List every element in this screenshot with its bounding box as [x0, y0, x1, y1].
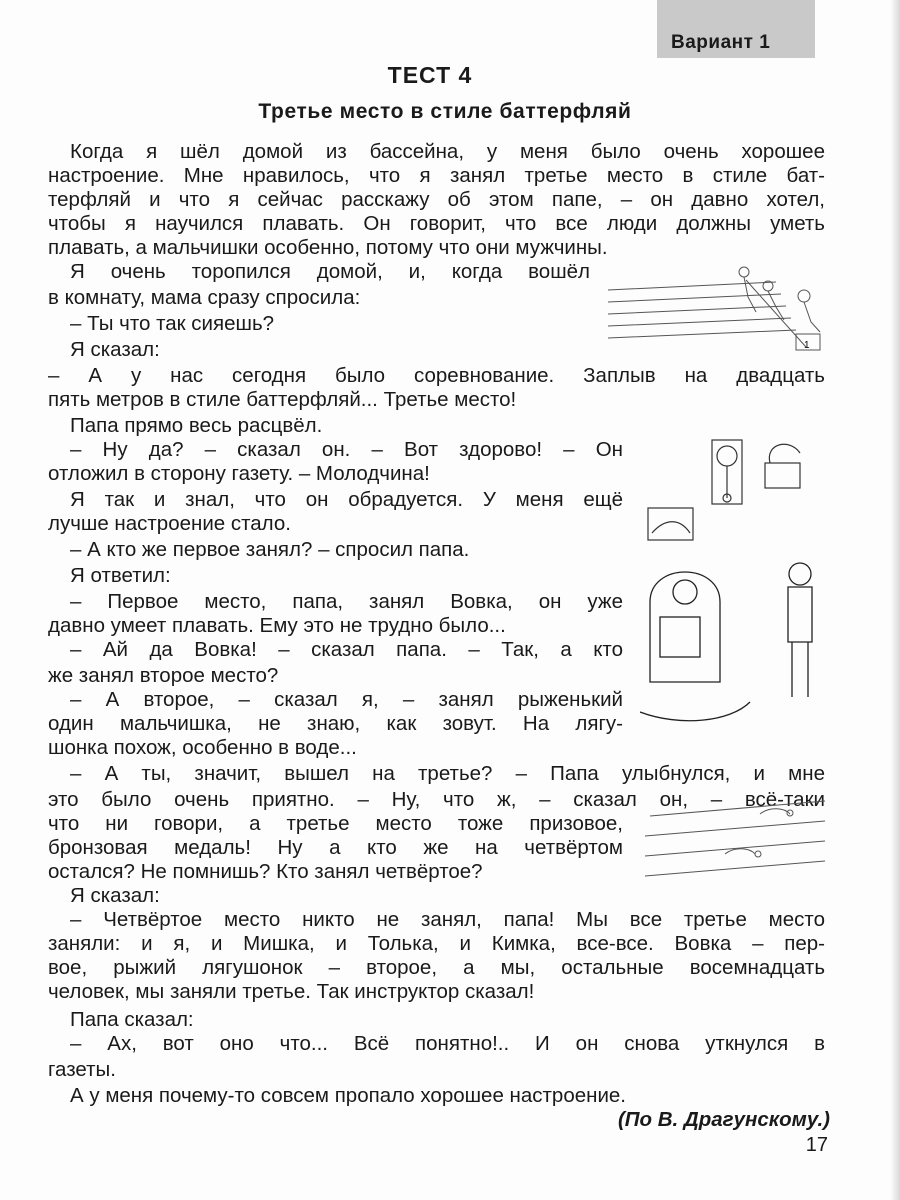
text-line: пять метров в стиле баттерфляй... Третье место! — [48, 388, 517, 411]
text-line: – А у нас сегодня было соревнование. Заплыв на двадцать — [48, 364, 825, 387]
text-line: настроение. Мне нравилось, что я занял третье место в стиле бат- — [48, 164, 825, 187]
story-title: Третье место в стиле баттерфляй — [258, 100, 632, 123]
text-line: вое, рыжий лягушонок – второе, а мы, остальные восемнадцать — [48, 956, 825, 979]
variant-label: Вариант 1 — [671, 32, 771, 53]
text-line: – Ах, вот оно что... Всё понятно!.. И он снова уткнулся в — [70, 1032, 825, 1055]
text-line: человек, мы заняли третье. Так инструктор сказал! — [48, 980, 535, 1003]
father-rocking-chair-illustration — [640, 562, 830, 732]
text-line: отложил в сторону газету. – Молодчина! — [48, 462, 430, 485]
text-line: бронзовая медаль! Ну а кто же на четвёртом — [48, 836, 623, 859]
text-line: – А кто же первое занял? – спросил папа. — [70, 538, 470, 561]
text-line: Я так и знал, что он обрадуется. У меня ещё — [70, 488, 623, 511]
text-line: терфляй и что я сейчас расскажу об этом папе, – он давно хотел, — [48, 188, 825, 211]
swimming-pool-illustration — [640, 796, 830, 882]
text-line: чтобы я научился плавать. Он говорит, что все люди должны уметь — [48, 212, 825, 235]
text-line: лучше настроение стало. — [48, 512, 291, 535]
text-line: Папа прямо весь расцвёл. — [70, 414, 323, 437]
text-line: Я сказал: — [70, 884, 160, 907]
text-line: – Четвёртое место никто не занял, папа! Мы все третье место — [70, 908, 825, 931]
text-line: – Ты что так сияешь? — [70, 312, 275, 335]
page-number: 17 — [805, 1134, 828, 1156]
text-line: остался? Не помнишь? Кто занял четвёртое? — [48, 860, 483, 883]
block-number: 1 — [804, 340, 810, 351]
text-line: Я очень торопился домой, и, когда вошёл — [70, 260, 590, 283]
text-line: – А второе, – сказал я, – занял рыженький — [70, 688, 623, 711]
text-line: плавать, а мальчишки особенно, потому что они мужчины. — [48, 236, 608, 259]
text-line: Когда я шёл домой из бассейна, у меня было очень хорошее — [70, 140, 825, 163]
text-line: – Ай да Вовка! – сказал папа. – Так, а кто — [70, 638, 623, 661]
text-line: газеты. — [48, 1058, 116, 1081]
swimmers-start-illustration — [606, 262, 830, 354]
test-title: ТЕСТ 4 — [387, 62, 473, 88]
text-line: Папа сказал: — [70, 1008, 194, 1031]
text-line: в комнату, мама сразу спросила: — [48, 286, 361, 309]
text-line: Я ответил: — [70, 564, 171, 587]
text-line: что ни говори, а третье место тоже призовое, — [48, 812, 623, 835]
text-line: один мальчишка, не знаю, как зовут. На лягу- — [48, 712, 623, 735]
page-edge — [890, 0, 900, 1200]
text-line: же занял второе место? — [48, 664, 279, 687]
clock-and-plant-illustration — [640, 428, 815, 546]
text-line: Я сказал: — [70, 338, 160, 361]
text-line: давно умеет плавать. Ему это не трудно было... — [48, 614, 506, 637]
text-line: заняли: и я, и Мишка, и Толька, и Кимка, все-все. Вовка – пер- — [48, 932, 825, 955]
text-line: А у меня почему-то совсем пропало хорошее настроение. — [70, 1084, 626, 1107]
text-line: – Первое место, папа, занял Вовка, он уже — [70, 590, 623, 613]
text-line: это было очень приятно. – Ну, что ж, – сказал он, – всё-таки — [48, 788, 825, 811]
text-line: – А ты, значит, вышел на третье? – Папа улыбнулся, и мне — [70, 762, 825, 785]
variant-badge — [657, 0, 815, 58]
text-line: – Ну да? – сказал он. – Вот здорово! – Он — [70, 438, 623, 461]
text-line: шонка похож, особенно в воде... — [48, 736, 357, 759]
source-attribution: (По В. Драгунскому.) — [617, 1108, 830, 1131]
